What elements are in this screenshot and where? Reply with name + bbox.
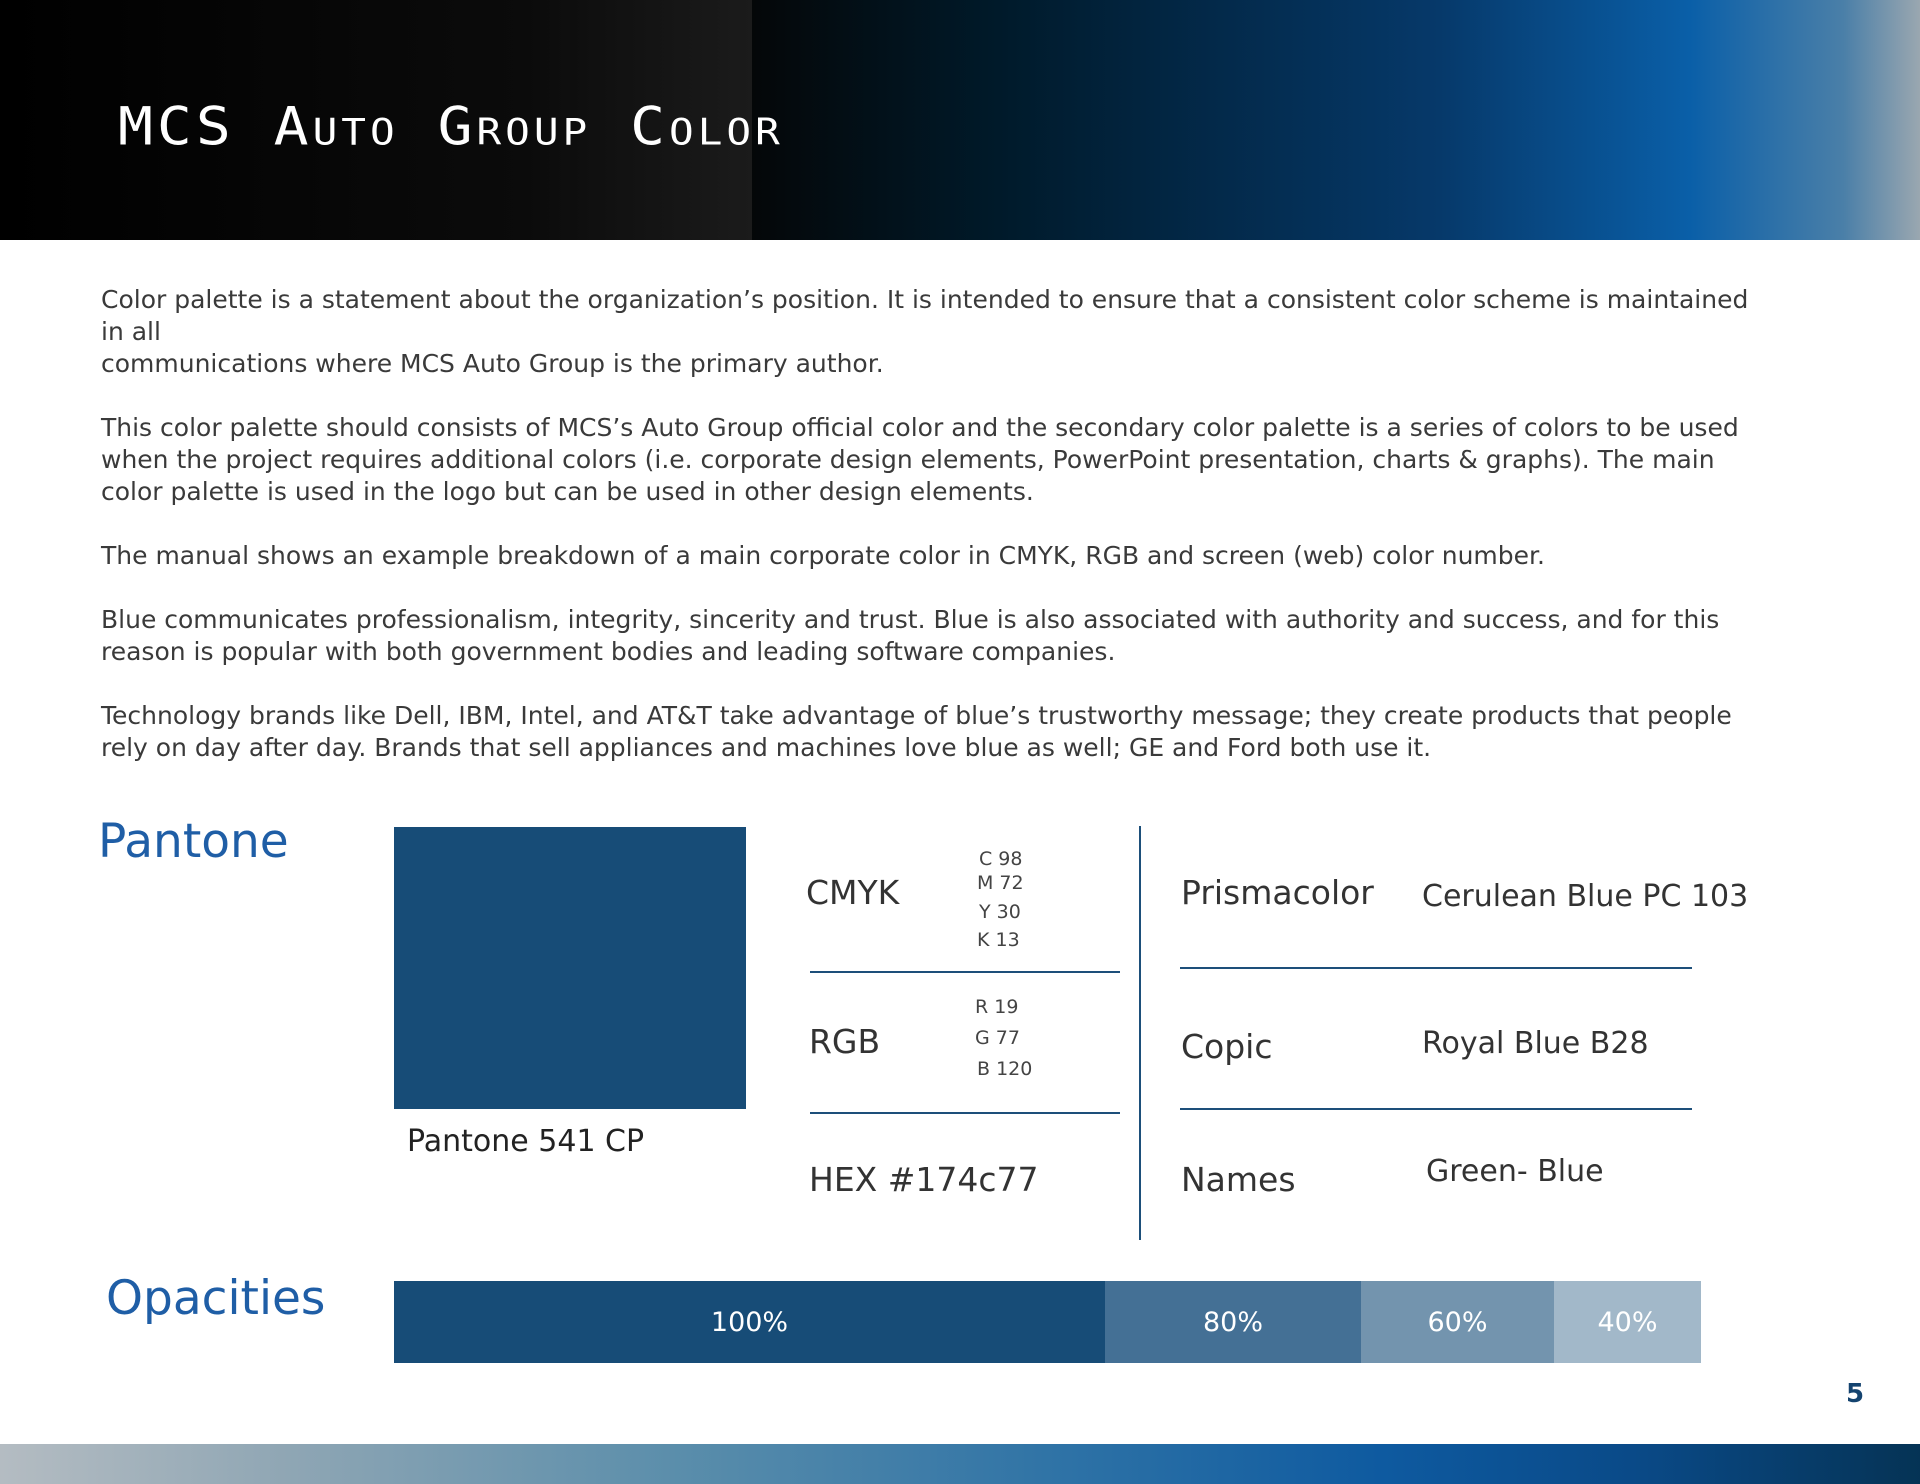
text-line: The manual shows an example breakdown of a main corporate color in CMYK, RGB and screen (web) color number.	[101, 541, 1545, 570]
footer-bar	[0, 1444, 1920, 1484]
pantone-heading: Pantone	[98, 814, 289, 869]
divider	[1180, 967, 1692, 969]
hex-value: HEX #174c77	[809, 1160, 1039, 1199]
intro-paragraph-4	[101, 604, 1841, 668]
text-line: rely on day after day. Brands that sell appliances and machines love blue as well; GE and Ford both use it.	[101, 733, 1432, 762]
rgb-r-value: R 19	[975, 996, 1019, 1018]
cmyk-m-value: M 72	[977, 872, 1024, 894]
names-value: Green- Blue	[1426, 1154, 1604, 1189]
cmyk-c-value: C 98	[979, 848, 1023, 870]
rgb-label: RGB	[809, 1022, 881, 1061]
text-line: communications where MCS Auto Group is the primary author.	[101, 349, 884, 378]
vertical-divider	[1139, 826, 1141, 1240]
opacity-segment-100: 100%	[394, 1281, 1105, 1363]
intro-paragraph-3	[101, 540, 1841, 572]
text-line: color palette is used in the logo but can be used in other design elements.	[101, 477, 1034, 506]
prismacolor-label: Prismacolor	[1181, 873, 1374, 912]
text-line: Technology brands like Dell, IBM, Intel, and AT&T take advantage of blue’s trustworthy message; they create products that people	[101, 701, 1732, 730]
text-line: Blue communicates professionalism, integrity, sincerity and trust. Blue is also associated with authority and success, and for this	[101, 605, 1720, 634]
page-title: MCS Auto Group Color	[118, 96, 784, 158]
text-line: reason is popular with both government bodies and leading software companies.	[101, 637, 1116, 666]
copic-label: Copic	[1181, 1027, 1273, 1066]
opacity-segment-40: 40%	[1554, 1281, 1701, 1363]
cmyk-y-value: Y 30	[979, 901, 1021, 923]
intro-text	[101, 284, 1841, 796]
divider	[810, 1112, 1120, 1114]
divider	[1180, 1108, 1692, 1110]
color-swatch	[394, 827, 746, 1109]
text-line: This color palette should consists of MCS’s Auto Group official color and the secondary color palette is a series of colors to be used	[101, 413, 1739, 442]
cmyk-label: CMYK	[806, 873, 900, 912]
intro-paragraph-1	[101, 284, 1841, 380]
text-line: when the project requires additional colors (i.e. corporate design elements, PowerPoint presentation, charts & graphs). The main	[101, 445, 1715, 474]
copic-value: Royal Blue B28	[1422, 1026, 1649, 1061]
opacity-segment-60: 60%	[1361, 1281, 1554, 1363]
cmyk-k-value: K 13	[977, 929, 1020, 951]
opacity-bar	[394, 1281, 1701, 1363]
prismacolor-value: Cerulean Blue PC 103	[1422, 879, 1749, 914]
swatch-name: Pantone 541 CP	[407, 1124, 645, 1159]
names-label: Names	[1181, 1160, 1296, 1199]
rgb-g-value: G 77	[975, 1027, 1020, 1049]
opacities-heading: Opacities	[106, 1271, 326, 1326]
intro-paragraph-5	[101, 700, 1841, 764]
intro-paragraph-2	[101, 412, 1841, 508]
rgb-b-value: B 120	[977, 1058, 1033, 1080]
divider	[810, 971, 1120, 973]
page-number: 5	[1846, 1379, 1865, 1409]
text-line: in all	[101, 317, 161, 346]
header-banner	[0, 0, 1920, 240]
opacity-segment-80: 80%	[1105, 1281, 1361, 1363]
text-line: Color palette is a statement about the organization’s position. It is intended to ensure that a consistent color scheme is maintained	[101, 285, 1749, 314]
